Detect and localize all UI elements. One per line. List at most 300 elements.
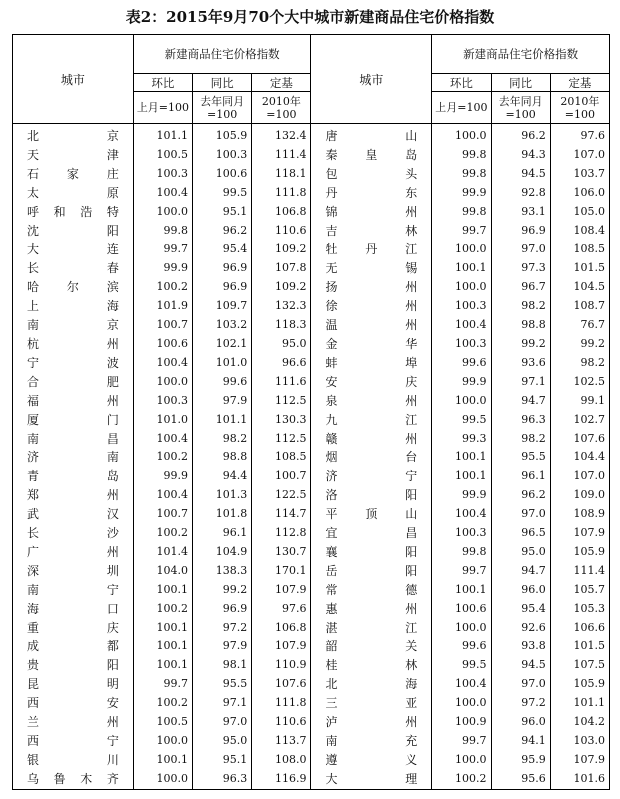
mom-value-left: 99.9: [133, 467, 192, 486]
table-row: [13, 732, 610, 751]
yoy-value-right: 96.5: [491, 524, 550, 543]
mom-value-right: 100.4: [432, 505, 491, 524]
city-name-right: [311, 770, 432, 789]
city-label: 青岛: [27, 469, 119, 484]
fixed-value-right: 105.7: [550, 581, 609, 600]
city-label: 唐山: [325, 129, 418, 143]
mom-value-left: 100.6: [133, 335, 192, 354]
fixed-value-right: 99.1: [550, 392, 609, 411]
header-yoy-right: 同比: [491, 74, 550, 92]
city-name-left: [13, 448, 134, 467]
yoy-value-left: 99.5: [193, 184, 252, 203]
city-label: 九江: [325, 412, 418, 427]
yoy-value-left: 96.9: [193, 278, 252, 297]
city-name-right: [311, 600, 432, 619]
city-label: 乌鲁木齐: [27, 771, 119, 786]
fixed-value-left: 114.7: [252, 505, 311, 524]
mom-value-right: 100.0: [432, 392, 491, 411]
fixed-value-left: 118.3: [252, 316, 311, 335]
fixed-value-left: 118.1: [252, 165, 311, 184]
mom-value-left: 100.0: [133, 732, 192, 751]
yoy-value-right: 95.9: [491, 751, 550, 770]
mom-value-left: 100.0: [133, 373, 192, 392]
fixed-value-left: 110.6: [252, 222, 311, 241]
city-name-right: [311, 751, 432, 770]
fixed-value-right: 102.5: [550, 373, 609, 392]
city-label: 宁波: [27, 355, 119, 370]
mom-value-right: 100.1: [432, 581, 491, 600]
city-name-left: [13, 467, 134, 486]
mom-value-left: 100.0: [133, 203, 192, 222]
mom-value-right: 99.9: [432, 184, 491, 203]
yoy-value-left: 95.1: [193, 203, 252, 222]
city-label: 泉州: [325, 393, 418, 408]
city-label: 襄阳: [325, 544, 418, 559]
city-name-right: [311, 278, 432, 297]
mom-value-right: 100.0: [432, 694, 491, 713]
fixed-value-right: 103.7: [550, 165, 609, 184]
table-row: [13, 600, 610, 619]
mom-value-left: 100.4: [133, 354, 192, 373]
yoy-value-left: 101.8: [193, 505, 252, 524]
yoy-value-right: 92.8: [491, 184, 550, 203]
city-name-left: [13, 203, 134, 222]
city-name-left: [13, 713, 134, 732]
fixed-value-left: 111.8: [252, 184, 311, 203]
city-label: 郑州: [27, 488, 119, 503]
fixed-value-right: 107.0: [550, 467, 609, 486]
city-name-left: [13, 770, 134, 789]
header-fixed-base-right: 2010年=100: [550, 92, 609, 124]
yoy-value-right: 96.1: [491, 467, 550, 486]
city-label: 丹东: [325, 185, 418, 200]
yoy-value-left: 97.1: [193, 694, 252, 713]
header-city-left: 城市: [13, 35, 134, 124]
fixed-value-left: 132.3: [252, 297, 311, 316]
table-row: [13, 486, 610, 505]
city-label: 大连: [27, 242, 119, 257]
table-row: [13, 278, 610, 297]
city-label: 徐州: [325, 299, 418, 314]
fixed-value-left: 106.8: [252, 203, 311, 222]
table-title: 表2：2015年9月70个大中城市新建商品住宅价格指数: [125, 8, 495, 26]
header-fixed-left: 定基: [252, 74, 311, 92]
fixed-value-left: 97.6: [252, 600, 311, 619]
yoy-value-right: 96.0: [491, 581, 550, 600]
fixed-value-left: 112.8: [252, 524, 311, 543]
city-label: 成都: [27, 639, 119, 654]
table-row: [13, 467, 610, 486]
fixed-value-right: 108.5: [550, 240, 609, 259]
table-row: [13, 392, 610, 411]
table-body: [13, 124, 610, 790]
yoy-value-left: 97.9: [193, 392, 252, 411]
city-name-right: [311, 694, 432, 713]
table-row: [13, 240, 610, 259]
yoy-value-right: 98.2: [491, 297, 550, 316]
city-name-right: [311, 448, 432, 467]
header-fixed-base-left: 2010年=100: [252, 92, 311, 124]
city-label: 无锡: [325, 261, 418, 276]
yoy-value-left: 96.9: [193, 600, 252, 619]
city-label: 金华: [325, 336, 418, 351]
city-label: 贵阳: [27, 658, 119, 673]
city-label: 北海: [325, 677, 418, 692]
yoy-value-right: 94.3: [491, 146, 550, 165]
city-label: 吉林: [325, 223, 418, 238]
mom-value-left: 101.0: [133, 411, 192, 430]
city-name-left: [13, 146, 134, 165]
mom-value-right: 99.8: [432, 165, 491, 184]
city-name-left: [13, 316, 134, 335]
fixed-value-left: 108.5: [252, 448, 311, 467]
city-name-left: [13, 524, 134, 543]
city-name-right: [311, 373, 432, 392]
city-name-right: [311, 656, 432, 675]
city-name-left: [13, 562, 134, 581]
yoy-value-right: 95.5: [491, 448, 550, 467]
yoy-value-left: 96.9: [193, 259, 252, 278]
fixed-value-right: 98.2: [550, 354, 609, 373]
city-label: 南昌: [27, 431, 119, 446]
table-row: [13, 316, 610, 335]
fixed-value-right: 101.5: [550, 259, 609, 278]
yoy-value-left: 98.2: [193, 430, 252, 449]
city-label: 洛阳: [325, 488, 418, 503]
mom-value-left: 100.7: [133, 316, 192, 335]
header-mom-left: 环比: [133, 74, 192, 92]
mom-value-right: 99.6: [432, 354, 491, 373]
fixed-value-right: 104.4: [550, 448, 609, 467]
mom-value-left: 99.7: [133, 240, 192, 259]
yoy-value-left: 105.9: [193, 124, 252, 146]
mom-value-right: 100.3: [432, 335, 491, 354]
fixed-value-left: 106.8: [252, 619, 311, 638]
city-name-right: [311, 713, 432, 732]
mom-value-right: 99.9: [432, 486, 491, 505]
fixed-value-left: 110.6: [252, 713, 311, 732]
yoy-value-right: 95.4: [491, 600, 550, 619]
city-name-left: [13, 486, 134, 505]
city-name-left: [13, 259, 134, 278]
city-label: 福州: [27, 393, 119, 408]
table-row: [13, 619, 610, 638]
yoy-value-left: 96.2: [193, 222, 252, 241]
mom-value-left: 100.3: [133, 165, 192, 184]
mom-value-right: 100.0: [432, 278, 491, 297]
yoy-value-right: 93.6: [491, 354, 550, 373]
mom-value-left: 100.3: [133, 392, 192, 411]
header-mom-base-right: 上月=100: [432, 92, 491, 124]
header-fixed-right: 定基: [550, 74, 609, 92]
fixed-value-right: 107.5: [550, 656, 609, 675]
fixed-value-right: 106.6: [550, 619, 609, 638]
yoy-value-left: 98.8: [193, 448, 252, 467]
mom-value-left: 100.5: [133, 146, 192, 165]
mom-value-left: 100.1: [133, 581, 192, 600]
yoy-value-right: 94.5: [491, 165, 550, 184]
city-name-left: [13, 430, 134, 449]
mom-value-left: 101.4: [133, 543, 192, 562]
yoy-value-left: 138.3: [193, 562, 252, 581]
fixed-value-right: 99.2: [550, 335, 609, 354]
header-group-right: 新建商品住宅价格指数: [432, 35, 610, 74]
yoy-value-right: 96.2: [491, 124, 550, 146]
fixed-value-left: 107.6: [252, 675, 311, 694]
mom-value-left: 99.8: [133, 222, 192, 241]
city-name-left: [13, 165, 134, 184]
yoy-value-left: 97.9: [193, 637, 252, 656]
yoy-value-right: 94.5: [491, 656, 550, 675]
table-row: [13, 524, 610, 543]
mom-value-right: 99.9: [432, 373, 491, 392]
yoy-value-left: 95.4: [193, 240, 252, 259]
table-row: [13, 675, 610, 694]
fixed-value-left: 96.6: [252, 354, 311, 373]
table-row: [13, 656, 610, 675]
mom-value-left: 104.0: [133, 562, 192, 581]
mom-value-right: 99.5: [432, 411, 491, 430]
mom-value-left: 101.1: [133, 124, 192, 146]
table-row: [13, 543, 610, 562]
mom-value-right: 99.7: [432, 732, 491, 751]
table-row: [13, 203, 610, 222]
mom-value-right: 100.1: [432, 448, 491, 467]
city-label: 平顶山: [325, 507, 418, 522]
yoy-value-left: 100.6: [193, 165, 252, 184]
city-label: 呼和浩特: [27, 204, 119, 219]
fixed-value-left: 170.1: [252, 562, 311, 581]
city-label: 西宁: [27, 734, 119, 748]
city-name-left: [13, 124, 134, 146]
mom-value-right: 99.6: [432, 637, 491, 656]
yoy-value-left: 101.1: [193, 411, 252, 430]
city-name-left: [13, 240, 134, 259]
city-label: 长沙: [27, 526, 119, 541]
city-name-right: [311, 505, 432, 524]
mom-value-right: 99.7: [432, 222, 491, 241]
fixed-value-right: 105.9: [550, 675, 609, 694]
city-name-right: [311, 637, 432, 656]
fixed-value-left: 109.2: [252, 278, 311, 297]
yoy-value-right: 99.2: [491, 335, 550, 354]
city-name-left: [13, 392, 134, 411]
city-name-right: [311, 411, 432, 430]
yoy-value-left: 97.0: [193, 713, 252, 732]
yoy-value-right: 97.2: [491, 694, 550, 713]
yoy-value-right: 98.8: [491, 316, 550, 335]
table-row: [13, 354, 610, 373]
city-name-right: [311, 297, 432, 316]
city-label: 赣州: [325, 431, 418, 446]
table-header: [13, 35, 610, 124]
header-mom-base-left: 上月=100: [133, 92, 192, 124]
fixed-value-left: 130.3: [252, 411, 311, 430]
mom-value-right: 99.8: [432, 203, 491, 222]
table-row: [13, 448, 610, 467]
city-name-left: [13, 184, 134, 203]
city-name-right: [311, 335, 432, 354]
fixed-value-right: 107.6: [550, 430, 609, 449]
fixed-value-left: 111.8: [252, 694, 311, 713]
table-row: [13, 335, 610, 354]
yoy-value-left: 95.5: [193, 675, 252, 694]
mom-value-right: 100.1: [432, 259, 491, 278]
yoy-value-right: 97.0: [491, 505, 550, 524]
table-row: [13, 581, 610, 600]
city-name-right: [311, 486, 432, 505]
city-label: 扬州: [325, 280, 418, 295]
city-label: 昆明: [27, 677, 119, 692]
city-name-right: [311, 675, 432, 694]
table-row: [13, 411, 610, 430]
city-label: 韶关: [325, 639, 418, 654]
city-name-left: [13, 637, 134, 656]
yoy-value-left: 98.1: [193, 656, 252, 675]
city-name-right: [311, 124, 432, 146]
fixed-value-left: 113.7: [252, 732, 311, 751]
mom-value-right: 100.4: [432, 675, 491, 694]
city-name-right: [311, 524, 432, 543]
header-yoy-base-left: 去年同月=100: [193, 92, 252, 124]
city-name-left: [13, 732, 134, 751]
city-label: 武汉: [27, 507, 119, 522]
table-row: [13, 430, 610, 449]
mom-value-right: 100.3: [432, 524, 491, 543]
city-name-right: [311, 430, 432, 449]
city-label: 杭州: [27, 336, 119, 351]
city-name-left: [13, 675, 134, 694]
yoy-value-right: 93.1: [491, 203, 550, 222]
fixed-value-right: 101.1: [550, 694, 609, 713]
city-label: 锦州: [325, 204, 418, 219]
fixed-value-right: 101.5: [550, 637, 609, 656]
table-row: [13, 637, 610, 656]
table-row: [13, 124, 610, 146]
city-name-right: [311, 392, 432, 411]
city-label: 厦门: [27, 412, 119, 427]
yoy-value-right: 97.3: [491, 259, 550, 278]
city-name-left: [13, 581, 134, 600]
yoy-value-left: 96.1: [193, 524, 252, 543]
city-name-left: [13, 543, 134, 562]
table-row: [13, 184, 610, 203]
fixed-value-left: 107.9: [252, 637, 311, 656]
header-group-left: 新建商品住宅价格指数: [133, 35, 311, 74]
mom-value-left: 100.1: [133, 656, 192, 675]
yoy-value-left: 104.9: [193, 543, 252, 562]
fixed-value-right: 105.3: [550, 600, 609, 619]
city-label: 上海: [27, 299, 119, 314]
yoy-value-right: 94.7: [491, 562, 550, 581]
city-label: 济宁: [325, 469, 418, 484]
yoy-value-right: 92.6: [491, 619, 550, 638]
city-label: 蚌埠: [325, 355, 418, 370]
city-name-right: [311, 467, 432, 486]
table-row: [13, 146, 610, 165]
mom-value-left: 100.4: [133, 184, 192, 203]
fixed-value-left: 95.0: [252, 335, 311, 354]
city-label: 遵义: [325, 752, 418, 767]
city-name-left: [13, 656, 134, 675]
city-label: 湛江: [325, 620, 418, 635]
mom-value-right: 100.0: [432, 124, 491, 146]
yoy-value-right: 95.6: [491, 770, 550, 789]
city-label: 西安: [27, 696, 119, 711]
fixed-value-right: 104.2: [550, 713, 609, 732]
city-label: 南充: [325, 734, 418, 748]
city-label: 牡丹江: [325, 242, 418, 257]
fixed-value-right: 97.6: [550, 124, 609, 146]
city-name-right: [311, 354, 432, 373]
yoy-value-left: 94.4: [193, 467, 252, 486]
fixed-value-left: 111.4: [252, 146, 311, 165]
yoy-value-left: 99.6: [193, 373, 252, 392]
city-name-right: [311, 732, 432, 751]
city-label: 常德: [325, 582, 418, 597]
mom-value-left: 100.1: [133, 637, 192, 656]
yoy-value-left: 103.2: [193, 316, 252, 335]
city-name-right: [311, 581, 432, 600]
mom-value-right: 99.3: [432, 430, 491, 449]
fixed-value-left: 107.8: [252, 259, 311, 278]
fixed-value-right: 102.7: [550, 411, 609, 430]
city-name-left: [13, 411, 134, 430]
table-row: [13, 222, 610, 241]
yoy-value-right: 96.9: [491, 222, 550, 241]
city-label: 北京: [27, 129, 119, 143]
city-label: 重庆: [27, 620, 119, 635]
city-name-right: [311, 562, 432, 581]
mom-value-right: 99.7: [432, 562, 491, 581]
city-label: 南京: [27, 318, 119, 333]
city-label: 宜昌: [325, 526, 418, 541]
fixed-value-left: 100.7: [252, 467, 311, 486]
yoy-value-left: 102.1: [193, 335, 252, 354]
yoy-value-left: 101.0: [193, 354, 252, 373]
mom-value-left: 100.4: [133, 430, 192, 449]
mom-value-left: 100.2: [133, 694, 192, 713]
fixed-value-right: 105.0: [550, 203, 609, 222]
city-label: 哈尔滨: [27, 280, 119, 295]
yoy-value-right: 96.7: [491, 278, 550, 297]
mom-value-left: 99.9: [133, 259, 192, 278]
table-row: [13, 562, 610, 581]
city-name-left: [13, 505, 134, 524]
yoy-value-left: 95.0: [193, 732, 252, 751]
fixed-value-left: 122.5: [252, 486, 311, 505]
city-label: 包头: [325, 166, 418, 181]
city-label: 沈阳: [27, 223, 119, 238]
city-label: 大理: [325, 771, 418, 786]
city-label: 长春: [27, 261, 119, 276]
mom-value-right: 99.8: [432, 543, 491, 562]
yoy-value-left: 100.3: [193, 146, 252, 165]
mom-value-right: 100.3: [432, 297, 491, 316]
table-row: [13, 770, 610, 789]
mom-value-left: 100.7: [133, 505, 192, 524]
city-name-left: [13, 619, 134, 638]
fixed-value-left: 110.9: [252, 656, 311, 675]
mom-value-right: 100.2: [432, 770, 491, 789]
mom-value-left: 100.2: [133, 448, 192, 467]
city-name-left: [13, 751, 134, 770]
city-name-left: [13, 694, 134, 713]
city-label: 兰州: [27, 715, 119, 730]
yoy-value-right: 97.1: [491, 373, 550, 392]
mom-value-right: 100.0: [432, 751, 491, 770]
yoy-value-left: 96.3: [193, 770, 252, 789]
